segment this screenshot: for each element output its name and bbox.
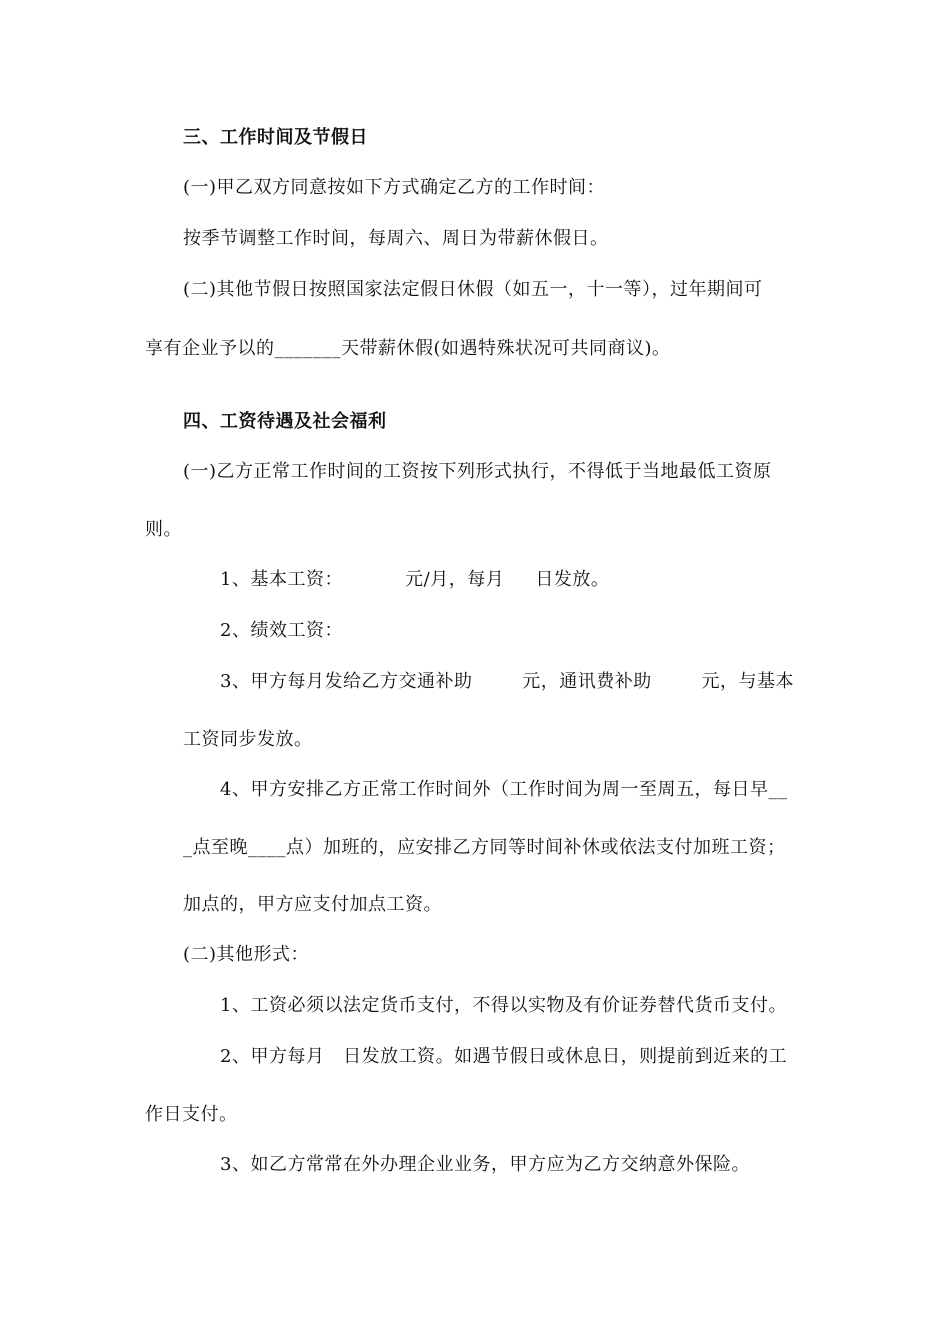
sub-item-legal-currency: 1、工资必须以法定货币支付，不得以实物及有价证券替代货币支付。: [220, 995, 787, 1016]
paragraph-salary-form-line2: 则。: [145, 519, 182, 540]
list-item-performance-salary: 2、绩效工资：: [220, 620, 343, 641]
paragraph-salary-form-line1: (一)乙方正常工作时间的工资按下列形式执行，不得低于当地最低工资原: [183, 461, 772, 482]
sub-item-payday-line2: 作日支付。: [145, 1104, 238, 1125]
list-item-overtime-line2: _点至晚____点）加班的，应安排乙方同等时间补休或依法支付加班工资；: [183, 837, 786, 858]
paragraph-other-forms: (二)其他形式：: [183, 944, 310, 965]
sub-item-accident-insurance: 3、如乙方常常在外办理企业业务，甲方应为乙方交纳意外保险。: [220, 1154, 750, 1175]
list-item-allowance-line2: 工资同步发放。: [183, 729, 313, 750]
sub-item-payday-line1: 2、甲方每月 日发放工资。如遇节假日或休息日，则提前到近来的工: [220, 1046, 788, 1067]
list-item-overtime-line3: 加点的，甲方应支付加点工资。: [183, 894, 442, 915]
paragraph-holidays-line2: 享有企业予以的_______天带薪休假(如遇特殊状况可共同商议)。: [145, 338, 671, 359]
paragraph-holidays-line1: (二)其他节假日按照国家法定假日休假（如五一，十一等），过年期间可: [183, 279, 763, 300]
paragraph-work-hours-agreement: (一)甲乙双方同意按如下方式确定乙方的工作时间：: [183, 177, 606, 198]
list-item-allowance-line1: 3、甲方每月发给乙方交通补助 元，通讯费补助 元，与基本: [220, 671, 794, 692]
section-heading-work-hours: 三、工作时间及节假日: [183, 127, 368, 148]
list-item-overtime-line1: 4、甲方安排乙方正常工作时间外（工作时间为周一至周五，每日早__: [220, 779, 788, 800]
section-heading-salary-welfare: 四、工资待遇及社会福利: [183, 411, 387, 432]
list-item-basic-salary: 1、基本工资： 元/月，每月 日发放。: [220, 569, 610, 590]
paragraph-seasonal-schedule: 按季节调整工作时间，每周六、周日为带薪休假日。: [183, 228, 609, 249]
